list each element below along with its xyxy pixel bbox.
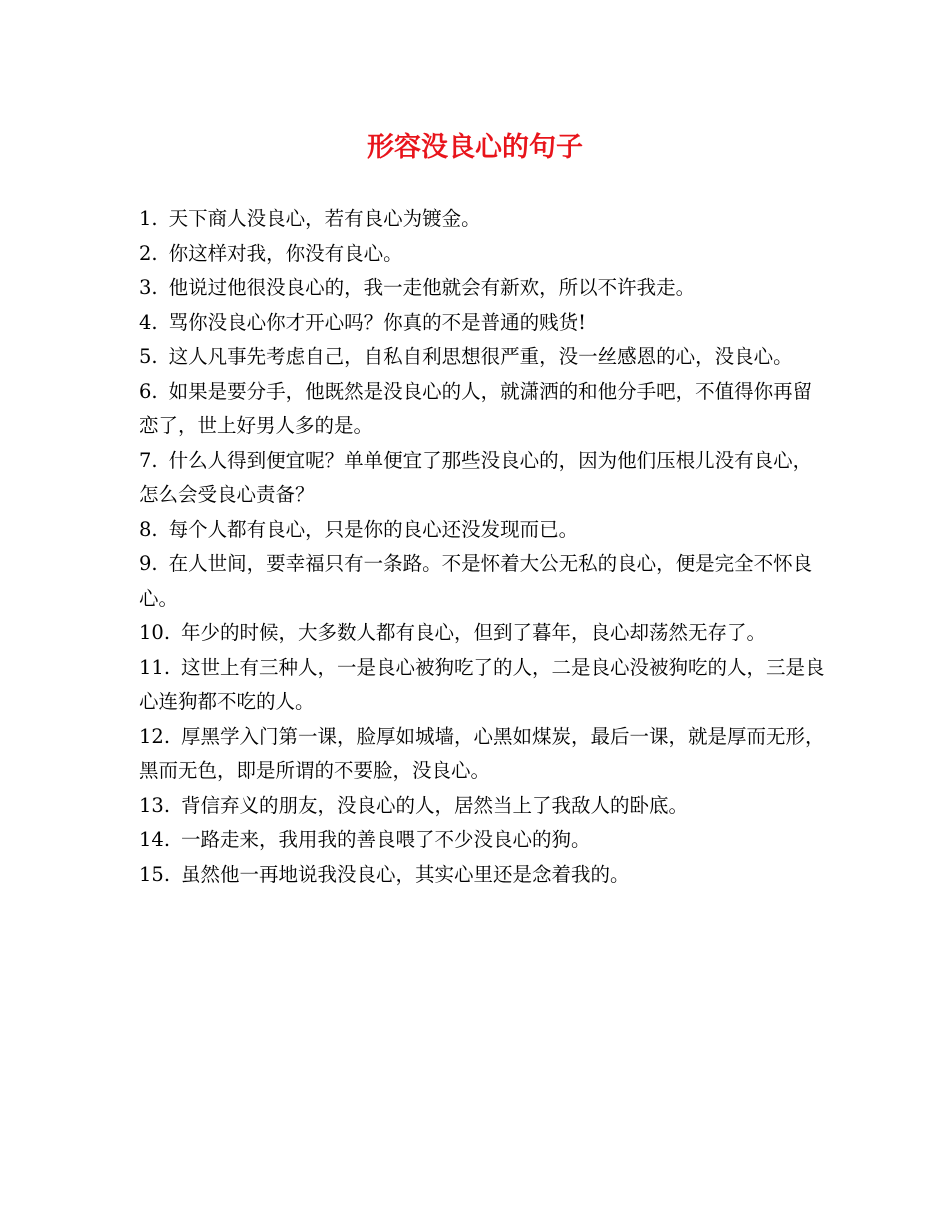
item-text: 他说过他很没良心的，我一走他就会有新欢，所以不许我走。 [168,276,696,299]
item-text: 背信弃义的朋友，没良心的人，居然当上了我敌人的卧底。 [181,793,689,817]
list-item [139,340,829,375]
item-number: 6. [139,379,158,403]
item-text: 一路走来，我用我的善良喂了不少没良心的狗。 [181,828,591,851]
list-item [139,513,829,548]
item-number: 1. [139,207,158,230]
item-number: 15. [139,862,171,886]
list-item [139,823,829,858]
item-number: 14. [139,828,171,851]
item-text: 虽然他一再地说我没良心，其实心里还是念着我的。 [181,862,630,886]
item-text: 骂你没良心你才开心吗？你真的不是普通的贱货! [168,310,586,334]
item-number: 12. [139,724,171,748]
list-item [139,271,829,306]
sentence-list [139,202,829,892]
list-item [139,789,829,824]
list-item [139,720,829,789]
item-text: 这人凡事先考虑自己，自私自利思想很严重，没一丝感恩的心，没良心。 [168,345,793,368]
item-number: 9. [139,552,158,575]
list-item [139,444,829,513]
item-text: 什么人得到便宜呢？单单便宜了那些没良心的，因为他们压根儿没有良心，怎么会受良心责备？ [139,448,813,506]
list-item [139,547,829,616]
item-text: 如果是要分手，他既然是没良心的人，就潇洒的和他分手吧，不值得你再留恋了，世上好男人多的是。 [139,379,813,437]
item-number: 4. [139,310,158,334]
item-text: 你这样对我，你没有良心。 [168,241,403,265]
item-text: 厚黑学入门第一课，脸厚如城墙，心黑如煤炭，最后一课，就是厚而无形，黑而无色，即是所谓的不要脸，没良心。 [139,724,825,782]
list-item [139,616,829,651]
item-number: 7. [139,448,158,472]
item-number: 10. [139,621,171,644]
list-item [139,202,829,237]
page-title: 形容没良心的句子 [367,132,583,163]
list-item [139,375,829,444]
item-number: 2. [139,241,158,265]
list-item [139,858,829,893]
item-number: 5. [139,345,158,368]
item-number: 13. [139,793,171,817]
item-text: 在人世间，要幸福只有一条路。不是怀着大公无私的良心，便是完全不怀良心。 [139,552,813,610]
item-text: 年少的时候，大多数人都有良心，但到了暮年，良心却荡然无存了。 [181,621,767,644]
item-text: 这世上有三种人，一是良心被狗吃了的人，二是良心没被狗吃的人，三是良心连狗都不吃的人。 [139,655,825,713]
list-item [139,237,829,272]
item-text: 每个人都有良心，只是你的良心还没发现而已。 [168,517,579,541]
list-item [139,306,829,341]
item-number: 8. [139,517,158,541]
item-number: 3. [139,276,158,299]
list-item [139,651,829,720]
item-text: 天下商人没良心，若有良心为镀金。 [168,207,481,230]
item-number: 11. [139,655,171,679]
